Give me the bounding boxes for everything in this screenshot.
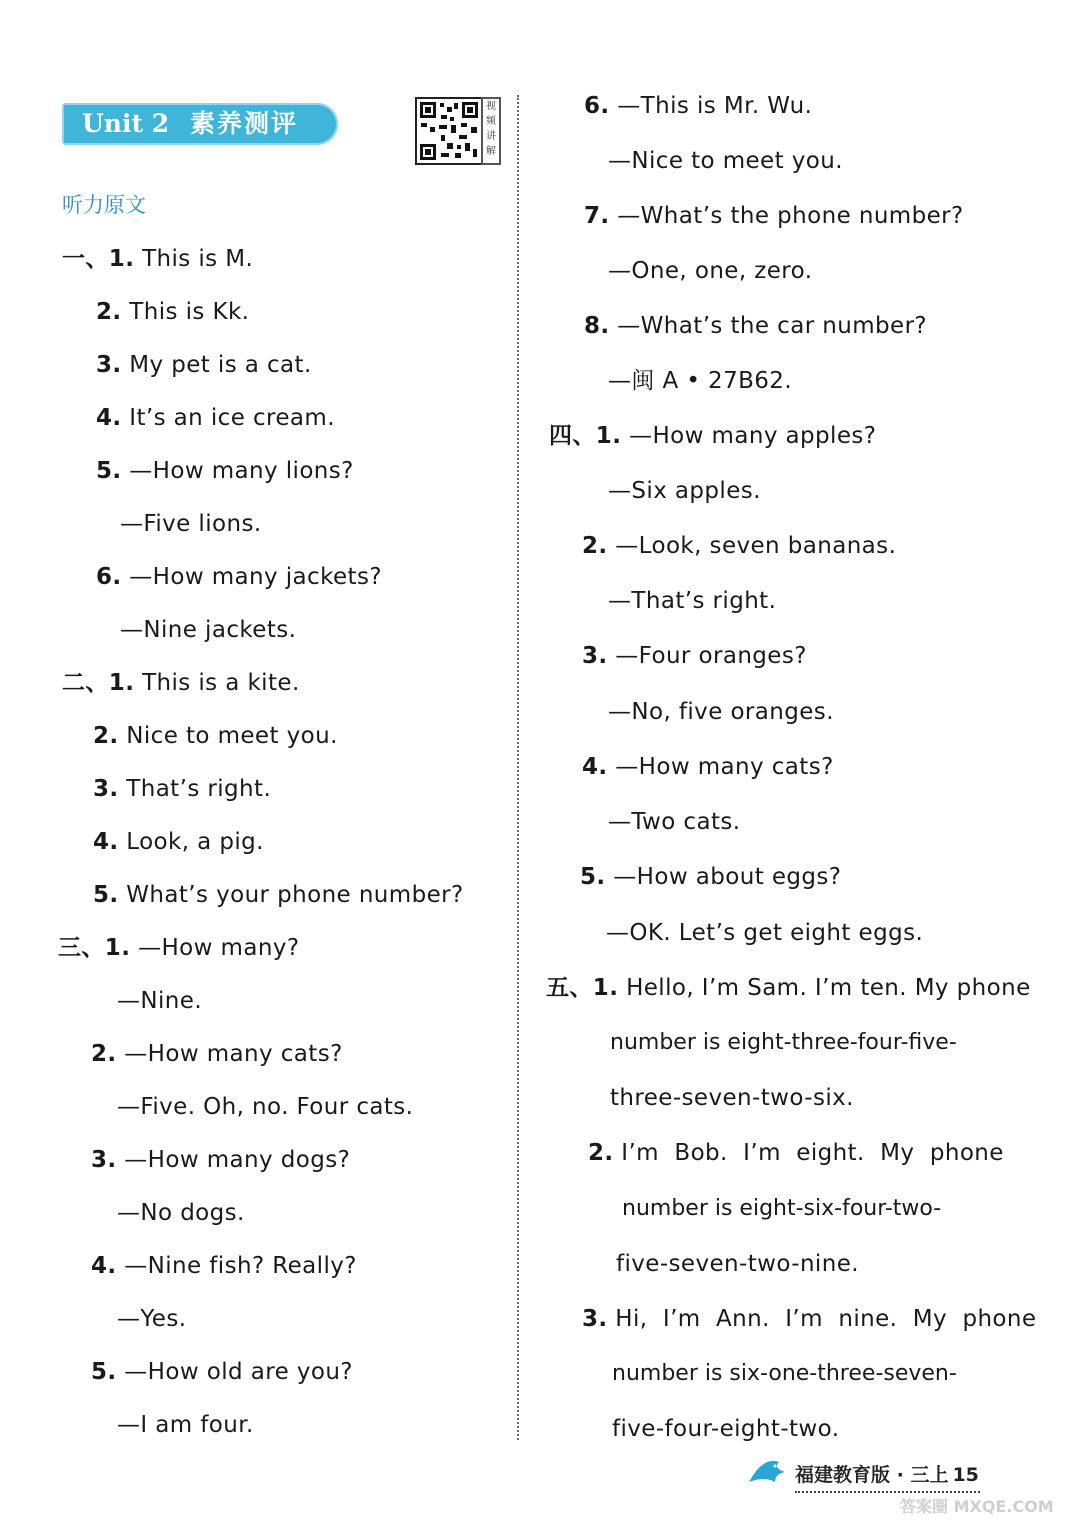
list-item: 五、1. Hello, I’m Sam. I’m ten. My phone — [546, 975, 1031, 1001]
list-item: 4. It’s an ice cream. — [96, 405, 335, 431]
list-item: 4. —How many cats? — [582, 754, 834, 780]
list-item: three-seven-two-six. — [610, 1085, 854, 1111]
list-item: 6. —How many jackets? — [96, 564, 382, 590]
watermark: 答案圈 MXQE.COM — [900, 1497, 1054, 1516]
list-item: 3. Hi, I’m Ann. I’m nine. My phone — [582, 1306, 1037, 1332]
list-item: five-four-eight-two. — [612, 1416, 840, 1442]
list-item: five-seven-two-nine. — [616, 1251, 859, 1277]
list-item: —No, five oranges. — [608, 699, 834, 725]
list-item: 5. —How about eggs? — [580, 864, 842, 890]
list-item: 四、1. —How many apples? — [549, 423, 877, 449]
list-item: 2. This is Kk. — [96, 299, 250, 325]
list-item: —Nine jackets. — [120, 617, 297, 643]
list-item: —Two cats. — [608, 809, 741, 835]
badge-unit: Unit 2 — [82, 109, 170, 138]
page-number: 15 — [952, 1464, 979, 1486]
fish-logo-icon — [745, 1452, 791, 1492]
footer-rule — [795, 1491, 980, 1493]
list-item: 3. My pet is a cat. — [96, 352, 312, 378]
list-item: —I am four. — [117, 1412, 254, 1438]
list-item: —OK. Let’s get eight eggs. — [606, 920, 924, 946]
list-item: 4. —Nine fish? Really? — [91, 1253, 357, 1279]
list-item: 5. —How old are you? — [91, 1359, 353, 1385]
column-divider — [517, 95, 519, 1440]
list-item: —Six apples. — [608, 478, 761, 504]
list-item: —No dogs. — [117, 1200, 245, 1226]
list-item: —Nice to meet you. — [608, 148, 843, 174]
list-item: —Yes. — [117, 1306, 187, 1332]
qr-code-icon[interactable] — [415, 97, 483, 165]
list-item: 3. —How many dogs? — [91, 1147, 351, 1173]
list-item: 7. —What’s the phone number? — [584, 203, 964, 229]
list-item: number is six-one-three-seven- — [612, 1361, 957, 1386]
list-item: 5. —How many lions? — [96, 458, 354, 484]
list-item: 二、1. This is a kite. — [62, 670, 300, 696]
list-item: —Nine. — [117, 988, 203, 1014]
list-item: number is eight-three-four-five- — [610, 1030, 957, 1055]
list-item: number is eight-six-four-two- — [622, 1196, 942, 1221]
list-item: —闽 A • 27B62. — [608, 368, 793, 394]
list-item: 6. —This is Mr. Wu. — [584, 93, 813, 119]
footer-publisher: 福建教育版 · 三上 15 — [795, 1464, 979, 1486]
list-item: —One, one, zero. — [608, 258, 813, 284]
section-heading: 听力原文 — [62, 193, 146, 217]
list-item: 一、1. This is M. — [62, 246, 254, 272]
list-item: 3. —Four oranges? — [582, 643, 807, 669]
list-item: —That’s right. — [608, 588, 777, 614]
badge-title: 素养测评 — [190, 109, 299, 138]
list-item: —Five lions. — [120, 511, 262, 537]
unit-badge — [62, 103, 338, 145]
list-item: 2. I’m Bob. I’m eight. My phone — [588, 1140, 1004, 1166]
list-item: 8. —What’s the car number? — [584, 313, 928, 339]
list-item: 3. That’s right. — [93, 776, 272, 802]
list-item: 2. —Look, seven bananas. — [582, 533, 897, 559]
list-item: —Five. Oh, no. Four cats. — [117, 1094, 414, 1120]
list-item: 2. —How many cats? — [91, 1041, 343, 1067]
list-item: 4. Look, a pig. — [93, 829, 264, 855]
qr-label: 视频讲解 — [481, 97, 501, 165]
list-item: 三、1. —How many? — [58, 935, 300, 961]
list-item: 2. Nice to meet you. — [93, 723, 338, 749]
list-item: 5. What’s your phone number? — [93, 882, 464, 908]
